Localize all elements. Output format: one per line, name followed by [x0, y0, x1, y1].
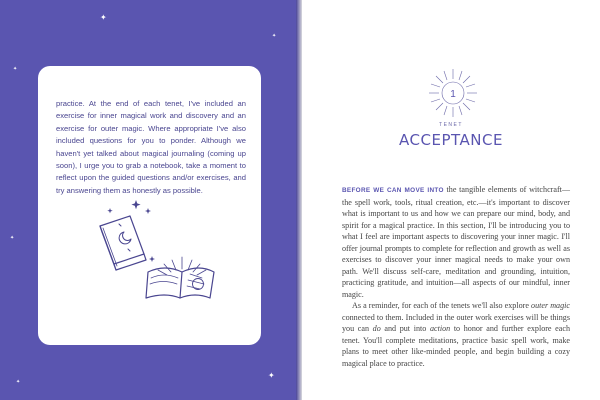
sparkle-star-icon: ✦: [268, 371, 275, 380]
books-illustration: [90, 194, 220, 304]
sparkle-star-icon: ✦: [272, 33, 277, 39]
sun-emblem-icon: [428, 68, 478, 118]
sparkle-star-icon: ✦: [100, 13, 107, 22]
spellbook-illustration: [100, 216, 146, 270]
text-card: [38, 66, 261, 345]
tenet-number: 1: [450, 89, 456, 100]
tenet-label: TENET: [439, 122, 463, 128]
chapter-title: ACCEPTANCE: [399, 131, 503, 149]
sparkle-star-icon: ✦: [10, 235, 15, 241]
left-page: [0, 0, 298, 400]
paragraph-1: BEFORE WE CAN MOVE INTO the tangible elements of witchcraft—the spell work, tools, ritual creation, etc.—it's important to discover what is important to us and how we can prepare our mind, body, and spirit for a magical practice. In this section, I'll be introducing you to what I feel are important aspects to discovering your inner magic. I'll offer journal prompts to complete for reflection and growth as well as exercises to discover your inner magical needs to make your own path. We'll discuss self-care, meditation and grounding, intuition, practicing gratitude, and intuition—all aspects of our mindful, inner magic.: [342, 185, 570, 299]
body-text: [342, 184, 570, 369]
right-page: [302, 0, 600, 400]
sparkle-star-icon: ✦: [13, 66, 18, 72]
open-book-illustration: [146, 257, 214, 298]
lead-in: BEFORE WE CAN MOVE INTO: [342, 187, 444, 194]
card-paragraph: practice. At the end of each tenet, I've included an exercise for inner magical work and discovery and an exercise for outer magic. Where appropriate I've also included questions for you to ponder. Although we haven't yet talked about magical journaling (coming up soon), I urge you to grab a notebook, take a moment to reflect upon the guided questions and/or exercises, and try answering them as honestly as possible.: [56, 99, 246, 195]
sparkle-star-icon: ✦: [16, 379, 21, 385]
paragraph-2: As a reminder, for each of the tenets we'll also explore outer magic connected to them. Included in the outer work exercises will be things you can do and put into action to honor and further explore each tenet. You'll complete meditations, practice basic spell work, make plans to meet other like-minded people, and begin building a cozy magical place to practice.: [342, 301, 570, 368]
